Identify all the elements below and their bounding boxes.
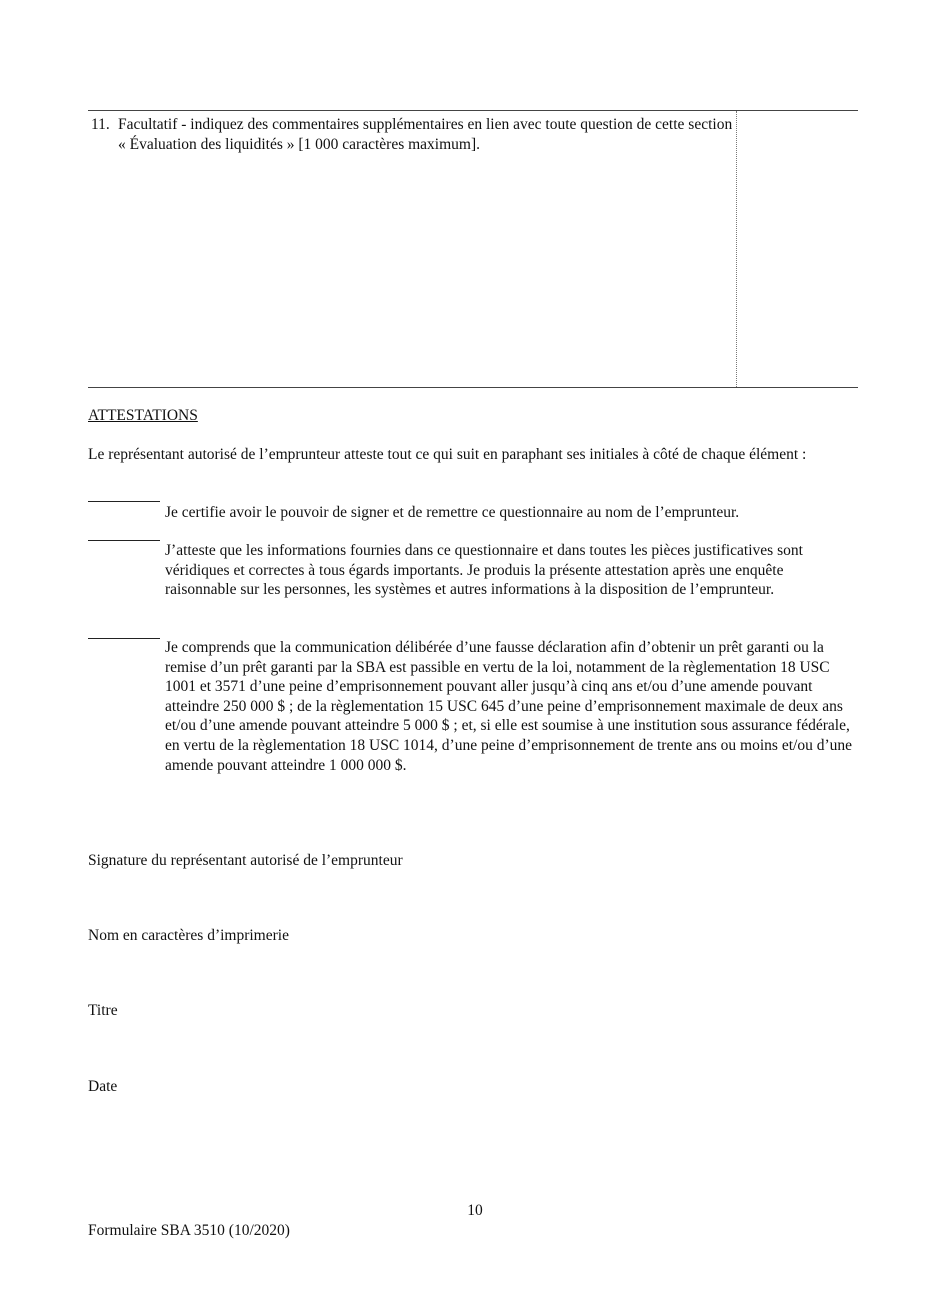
question-text: Facultatif - indiquez des commentaires supplémentaires en lien avec toute question de cette section « Évaluation des liquidités » [1 000 caractères maximum]. [118,116,733,153]
attestation-item-3: Je comprends que la communication délibérée d’une fausse déclaration afin d’obtenir un prêt garanti ou la remise d’un prêt garanti par la SBA est passible en vertu de la loi, notamment de la règlementation 18 USC 1001 et 3571 d’une peine d’emprisonnement pouvant aller jusqu’à cinq ans et/ou d’une amende pouvant atteindre 250 000 $ ; de la règlementation 15 USC 645 d’une peine d’emprisonnement maximale de deux ans et/ou d’une amende pouvant atteindre 5 000 $ ; et, si elle est soumise à une institution sous assurance fédérale, en vertu de la règlementation 18 USC 1014, d’une peine d’emprisonnement de trente ans ou moins et/ou d’une amende pouvant atteindre 1 000 000 $. [165,639,852,774]
initials-blank-2[interactable] [88,540,160,541]
attestations-intro: Le représentant autorisé de l’emprunteur atteste tout ce qui suit en paraphant ses initiales à côté de chaque élément : [88,446,807,463]
initials-blank-1[interactable] [88,501,160,502]
printed-name-label: Nom en caractères d’imprimerie [88,927,289,944]
form-id: Formulaire SBA 3510 (10/2020) [88,1222,290,1239]
answer-cell[interactable] [738,112,858,386]
title-label: Titre [88,1002,118,1019]
question-11-table [88,110,858,388]
question-number: 11. [91,116,110,133]
date-label: Date [88,1078,118,1095]
column-divider [736,111,737,387]
attestation-item-1: Je certifie avoir le pouvoir de signer et de remettre ce questionnaire au nom de l’emprunteur. [165,504,740,521]
attestations-heading: ATTESTATIONS [88,407,198,424]
attestation-item-2: J’atteste que les informations fournies dans ce questionnaire et dans toutes les pièces justificatives sont véridiques et correctes à tous égards importants. Je produis la présente attestation après une enquête raisonnable sur les personnes, les systèmes et autres informations à la disposition de l’emprunteur. [165,542,803,599]
initials-blank-3[interactable] [88,638,160,639]
signature-label: Signature du représentant autorisé de l’emprunteur [88,852,403,869]
page-number: 10 [467,1202,483,1219]
